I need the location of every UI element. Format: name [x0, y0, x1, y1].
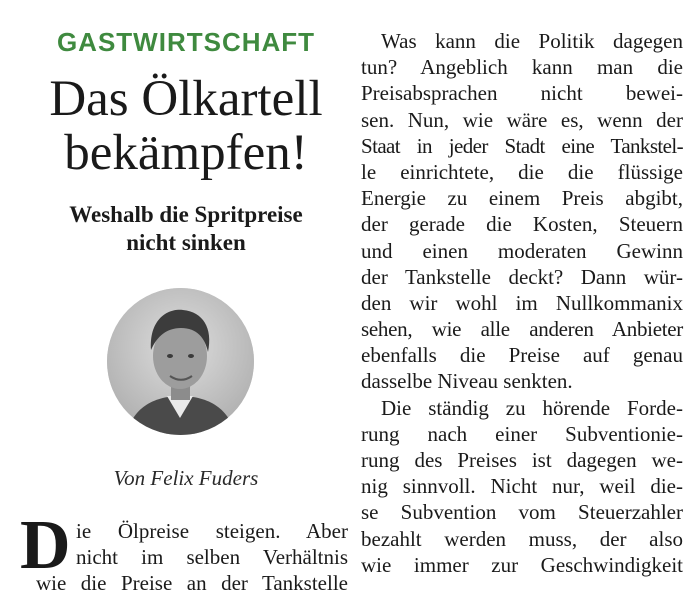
- body-line: wie immer zur Geschwindigkeit: [361, 552, 683, 577]
- drop-cap: D: [20, 507, 71, 584]
- body-line: der gerade die Kosten, Steuern: [361, 212, 683, 237]
- subheadline: [0, 201, 372, 257]
- author-photo-illustration: [107, 288, 254, 435]
- headline: [0, 72, 372, 180]
- body-line: se Subvention vom Steuerzahler: [361, 500, 683, 525]
- body-line: dasselbe Niveau senkten.: [361, 369, 573, 394]
- body-line: rung des Preises ist dagegen we-: [361, 448, 683, 472]
- subheadline-line-1: Weshalb die Spritpreise: [69, 202, 303, 227]
- body-line: der Tankstelle deckt? Dann wür-: [361, 264, 683, 289]
- byline: Von Felix Fuders: [113, 466, 259, 490]
- body-line: den wir wohl im Nullkommanix: [361, 290, 683, 315]
- body-line: Preisabsprachen nicht bewei-: [361, 81, 683, 106]
- body-line: Die ständig zu hörende Forde-: [381, 395, 683, 420]
- intro-text-line-1: ie Ölpreise steigen. Aber: [76, 519, 348, 543]
- author-portrait: [107, 288, 254, 435]
- body-line: tun? Angeblich kann man die: [361, 55, 683, 80]
- subheadline-line-2: nicht sinken: [126, 230, 246, 255]
- right-column: [361, 0, 683, 582]
- body-line: sehen, wie alle anderen Anbieter: [361, 317, 683, 342]
- body-text: [361, 28, 683, 578]
- body-line: Was kann die Politik dagegen: [381, 29, 683, 53]
- body-line: ebenfalls die Preise auf genau: [361, 343, 683, 368]
- body-line: bezahlt werden muss, der also: [361, 526, 683, 551]
- body-line: rung nach einer Subventionie-: [361, 421, 683, 446]
- intro-text-line-3: wie die Preise an der Tankstelle: [36, 571, 348, 595]
- intro-text-line-2: nicht im selben Verhältnis: [76, 545, 348, 569]
- body-line: sen. Nun, wie wäre es, wenn der: [361, 107, 683, 132]
- body-line: und einen moderaten Gewinn: [361, 238, 683, 263]
- body-line: Energie zu einem Preis abgibt,: [361, 186, 683, 211]
- headline-line-2: bekämpfen!: [64, 125, 308, 181]
- body-line: Staat in jeder Stadt eine Tankstel-: [361, 133, 683, 158]
- body-line: le einrichtete, die die flüssige: [361, 159, 683, 184]
- section-kicker: GASTWIRTSCHAFT: [56, 27, 316, 57]
- body-line: nig sinnvoll. Nicht nur, weil die-: [361, 474, 683, 499]
- headline-line-1: Das Ölkartell: [49, 71, 323, 127]
